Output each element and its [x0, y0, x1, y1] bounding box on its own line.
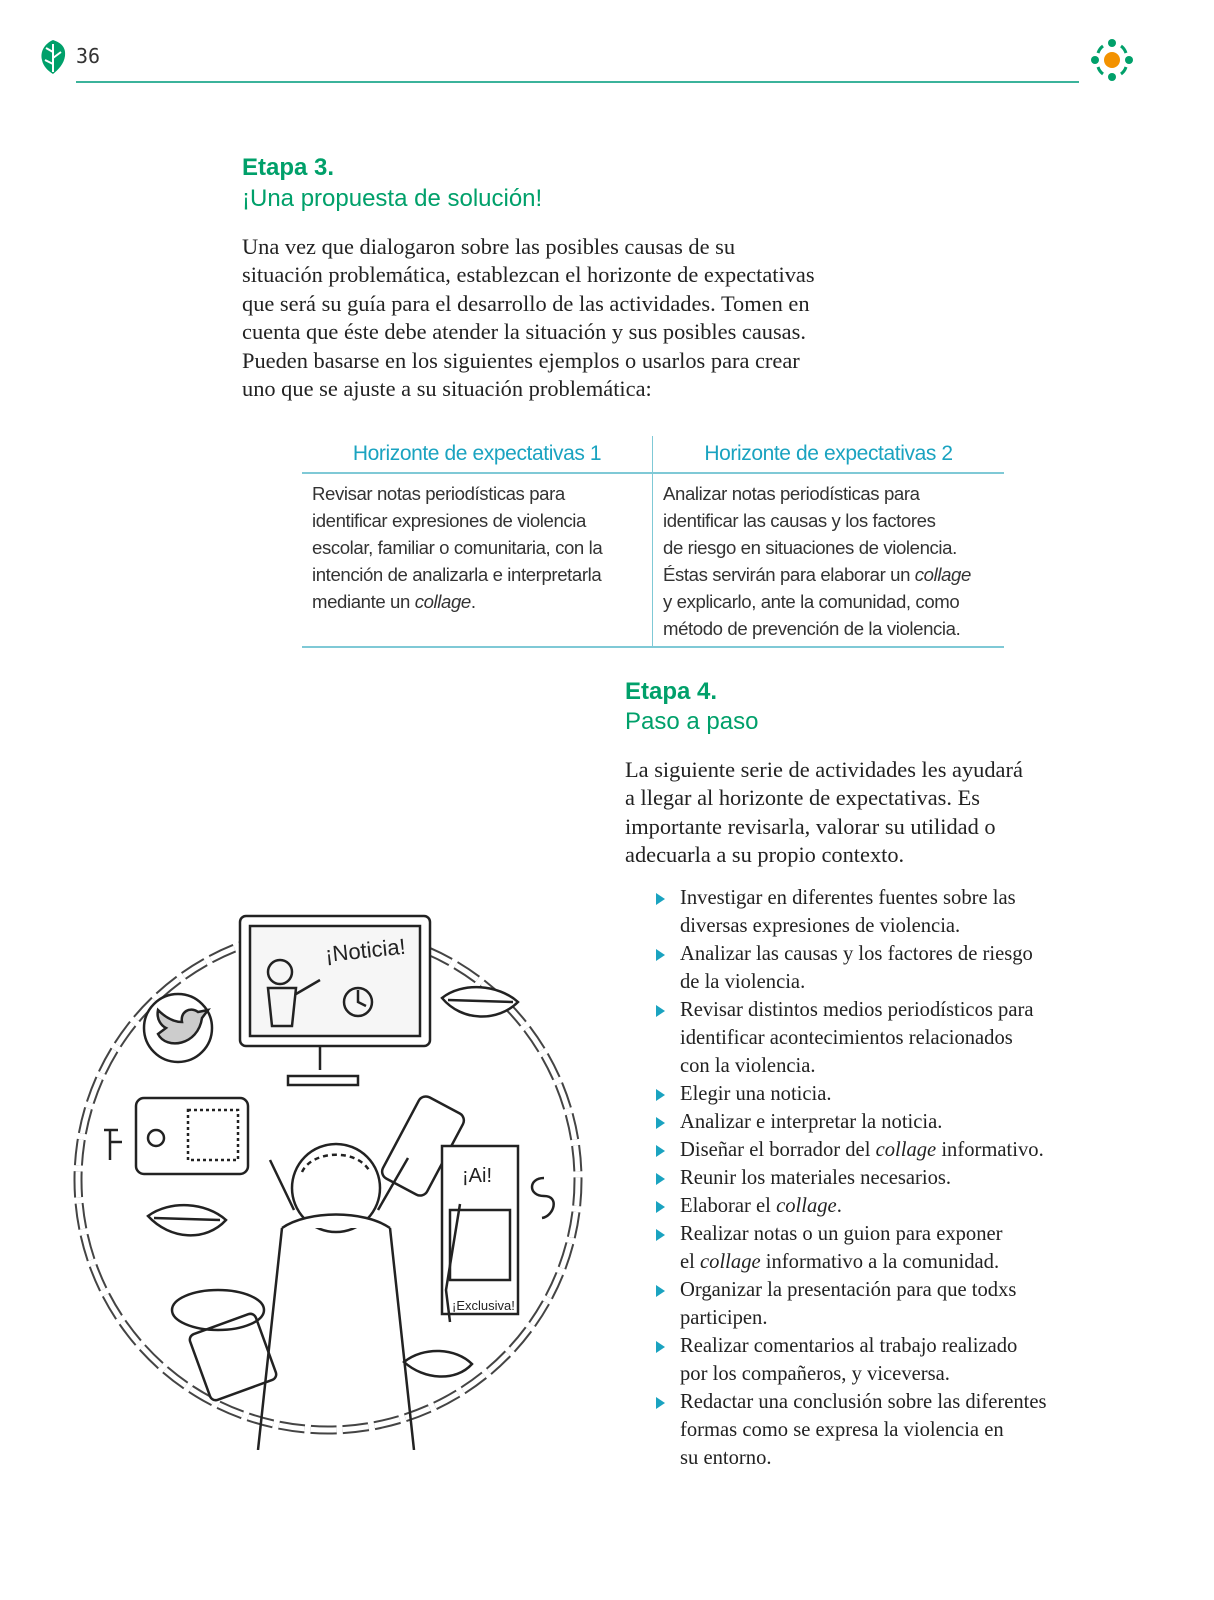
item-line: Realizar notas o un guion para exponer [680, 1223, 1003, 1245]
item-text: informativo a la comunidad. [760, 1251, 1000, 1273]
list-item [652, 1108, 1072, 1136]
list-item [652, 1276, 1072, 1332]
lips-icon [404, 1351, 472, 1377]
paragraph-line: situación problemática, establezcan el horizonte de expectativas [242, 262, 815, 288]
item-line [680, 1248, 1072, 1276]
cell-text: mediante un [312, 591, 415, 612]
item-text: . [836, 1195, 842, 1217]
table-header-1: Horizonte de expectativas 1 [302, 436, 653, 473]
item-line: Analizar las causas y los factores de riesgo [680, 943, 1033, 965]
list-item [652, 884, 1072, 940]
list-item [652, 1164, 1072, 1192]
item-line: Redactar una conclusión sobre las diferentes [680, 1391, 1047, 1413]
cell-line: identificar las causas y los factores [663, 510, 936, 531]
stage3-paragraph [242, 233, 815, 403]
bullet-arrow-icon [656, 1229, 665, 1241]
cell-italic: collage [914, 564, 971, 585]
list-item [652, 1388, 1072, 1472]
item-text: informativo. [936, 1139, 1044, 1161]
item-line: formas como se expresa la violencia en [680, 1419, 1004, 1441]
item-line: con la violencia. [680, 1055, 816, 1077]
table-header-2: Horizonte de expectativas 2 [653, 436, 1005, 473]
cell-text: Éstas servirán para elaborar un [663, 564, 915, 585]
paragraph-line: que será su guía para el desarrollo de las actividades. Tomen en [242, 290, 810, 316]
bullet-arrow-icon [656, 1341, 665, 1353]
item-line: por los compañeros, y viceversa. [680, 1363, 950, 1385]
person-body [258, 1215, 414, 1451]
item-text: el [680, 1251, 701, 1273]
bullet-arrow-icon [656, 893, 665, 905]
bullet-arrow-icon [656, 949, 665, 961]
paragraph-line: uno que se ajuste a su situación problemática: [242, 376, 652, 402]
item-line [680, 1136, 1072, 1164]
lips-icon [442, 987, 518, 1016]
item-line: Reunir los materiales necesarios. [680, 1167, 952, 1189]
item-line: Investigar en diferentes fuentes sobre las [680, 887, 1016, 909]
magazine-headline: ¡Ai! [462, 1165, 492, 1187]
list-item [652, 1192, 1072, 1220]
bullet-arrow-icon [656, 1285, 665, 1297]
screen-headline: ¡Noticia! [323, 933, 407, 967]
media-violence-illustration [58, 910, 598, 1450]
cell-line: método de prevención de la violencia. [663, 618, 961, 639]
people-circle-icon [1083, 34, 1141, 86]
item-line: de la violencia. [680, 971, 806, 993]
list-item [652, 1220, 1072, 1276]
leaf-logo-icon [36, 38, 70, 76]
stage3-title: ¡Una propuesta de solución! [242, 185, 543, 212]
paragraph-line: La siguiente serie de actividades les ayudará [625, 757, 1023, 782]
item-italic: collage [875, 1139, 937, 1161]
item-italic: collage [776, 1195, 837, 1217]
bullet-arrow-icon [656, 1201, 665, 1213]
facebook-icon [104, 1130, 122, 1160]
cell-line: Revisar notas periodísticas para [312, 483, 565, 504]
paragraph-line: importante revisarla, valorar su utilidad o [625, 813, 996, 839]
list-item [652, 1332, 1072, 1388]
cell-line [663, 561, 994, 588]
item-line: Analizar e interpretar la noticia. [680, 1111, 943, 1133]
stage4-label: Etapa 4. [625, 678, 718, 705]
page-number: 36 [76, 44, 101, 68]
list-item [652, 996, 1072, 1080]
item-line: Realizar comentarios al trabajo realizado [680, 1335, 1018, 1357]
paragraph-line: adecuarla a su propio contexto. [625, 842, 905, 868]
bullet-arrow-icon [656, 1117, 665, 1129]
paper-headline: ¡Exclusiva! [452, 1298, 515, 1313]
header-divider [76, 81, 1079, 83]
expectations-table [302, 436, 1004, 648]
item-line: Organizar la presentación para que todxs [680, 1279, 1017, 1301]
item-line: diversas expresiones de violencia. [680, 915, 961, 937]
list-item [652, 1080, 1072, 1108]
item-line: su entorno. [680, 1447, 772, 1469]
cell-line: intención de analizarla e interpretarla [312, 564, 602, 585]
item-line: identificar acontecimientos relacionados [680, 1027, 1013, 1049]
bullet-arrow-icon [656, 1005, 665, 1017]
stage4-paragraph [625, 756, 1023, 870]
list-item [652, 1136, 1072, 1164]
cell-line [312, 588, 642, 615]
cell-line: de riesgo en situaciones de violencia. [663, 537, 957, 558]
stage3-label: Etapa 3. [242, 154, 335, 181]
table-cell-2 [653, 473, 1005, 647]
bullet-arrow-icon [656, 1089, 665, 1101]
item-text: Elaborar el [680, 1195, 777, 1217]
bullet-arrow-icon [656, 1145, 665, 1157]
cell-line: y explicarlo, ante la comunidad, como [663, 591, 960, 612]
cell-italic: collage [414, 591, 471, 612]
paragraph-line: cuenta que éste debe atender la situación y sus posibles causas. [242, 319, 806, 345]
paragraph-line: a llegar al horizonte de expectativas. Es [625, 785, 980, 811]
bullet-arrow-icon [656, 1397, 665, 1409]
cell-line: identificar expresiones de violencia [312, 510, 586, 531]
cell-line: escolar, familiar o comunitaria, con la [312, 537, 603, 558]
bullet-arrow-icon [656, 1173, 665, 1185]
paragraph-line: Una vez que dialogaron sobre las posibles causas de su [242, 234, 736, 259]
stage4-title: Paso a paso [625, 708, 759, 735]
lips-icon [148, 1205, 226, 1235]
cell-text: . [470, 591, 476, 612]
cell-line: Analizar notas periodísticas para [663, 483, 920, 504]
item-line: Elegir una noticia. [680, 1083, 832, 1105]
item-line: Revisar distintos medios periodísticos para [680, 999, 1034, 1021]
question-icon [532, 1178, 554, 1218]
table-cell-1 [302, 473, 653, 647]
item-line: participen. [680, 1307, 768, 1329]
item-line [680, 1192, 1072, 1220]
item-text: Diseñar el borrador del [680, 1139, 876, 1161]
list-item [652, 940, 1072, 996]
item-italic: collage [700, 1251, 761, 1273]
steps-list [652, 884, 1072, 1472]
paragraph-line: Pueden basarse en los siguientes ejemplos o usarlos para crear [242, 347, 800, 373]
